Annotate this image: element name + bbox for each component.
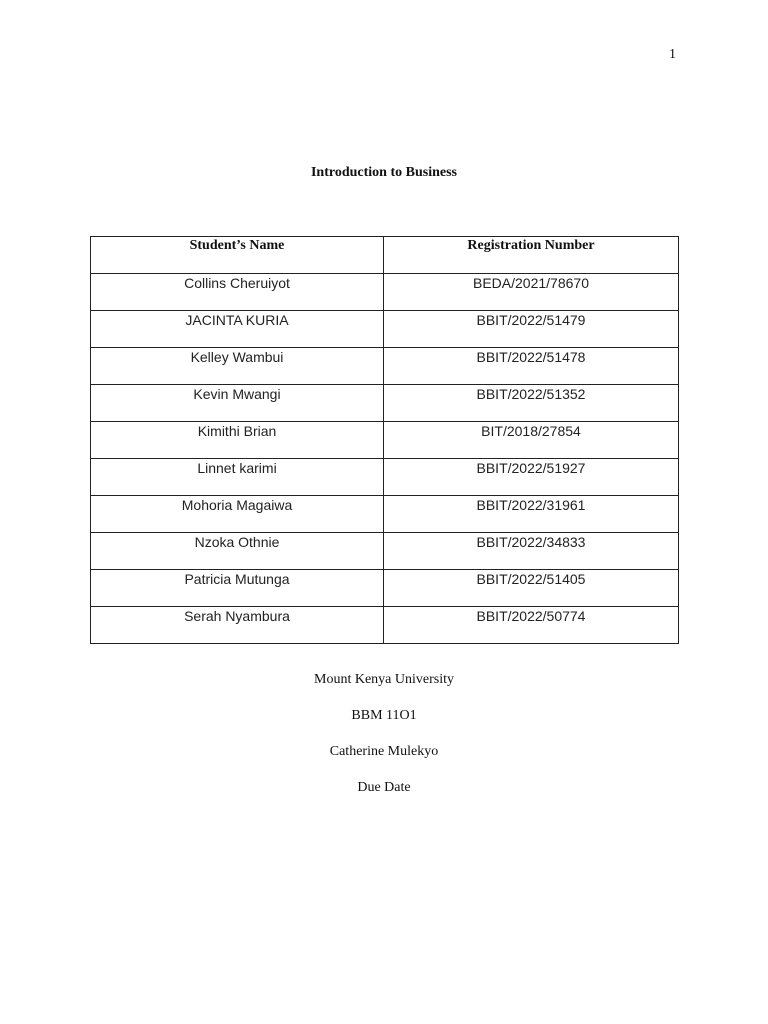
registration-number-cell: BBIT/2022/51352 [384,385,679,422]
registration-number-cell: BBIT/2022/51478 [384,348,679,385]
student-name-cell: Kelley Wambui [91,348,384,385]
registration-number-cell: BBIT/2022/31961 [384,496,679,533]
registration-number-cell: BBIT/2022/51479 [384,311,679,348]
table-row [91,311,679,348]
registration-number-cell: BEDA/2021/78670 [384,274,679,311]
student-name-cell: Kevin Mwangi [91,385,384,422]
student-name-cell: Nzoka Othnie [91,533,384,570]
student-name-cell: Kimithi Brian [91,422,384,459]
table-row [91,607,679,644]
document-title: Introduction to Business [310,165,457,180]
table-row [91,274,679,311]
table-row [91,348,679,385]
registration-number-cell: BBIT/2022/51405 [384,570,679,607]
student-name-cell: Serah Nyambura [91,607,384,644]
due-date: Due Date [357,780,411,795]
table-row [91,496,679,533]
table-row [91,533,679,570]
student-name-cell: Linnet karimi [91,459,384,496]
header-registration-number: Registration Number [384,237,679,274]
student-name-cell: Mohoria Magaiwa [91,496,384,533]
page-number: 1 [669,47,676,62]
course-code: BBM 11O1 [351,708,417,723]
student-name-cell: Collins Cheruiyot [91,274,384,311]
table-row [91,459,679,496]
table-header-row [91,237,679,274]
instructor-name: Catherine Mulekyo [329,744,439,759]
student-name-cell: Patricia Mutunga [91,570,384,607]
registration-number-cell: BBIT/2022/51927 [384,459,679,496]
student-name-cell: JACINTA KURIA [91,311,384,348]
header-student-name: Student’s Name [91,237,384,274]
table-row [91,385,679,422]
registration-number-cell: BIT/2018/27854 [384,422,679,459]
student-table [90,236,679,644]
registration-number-cell: BBIT/2022/50774 [384,607,679,644]
table-row [91,570,679,607]
table-row [91,422,679,459]
institution-name: Mount Kenya University [314,672,454,687]
registration-number-cell: BBIT/2022/34833 [384,533,679,570]
